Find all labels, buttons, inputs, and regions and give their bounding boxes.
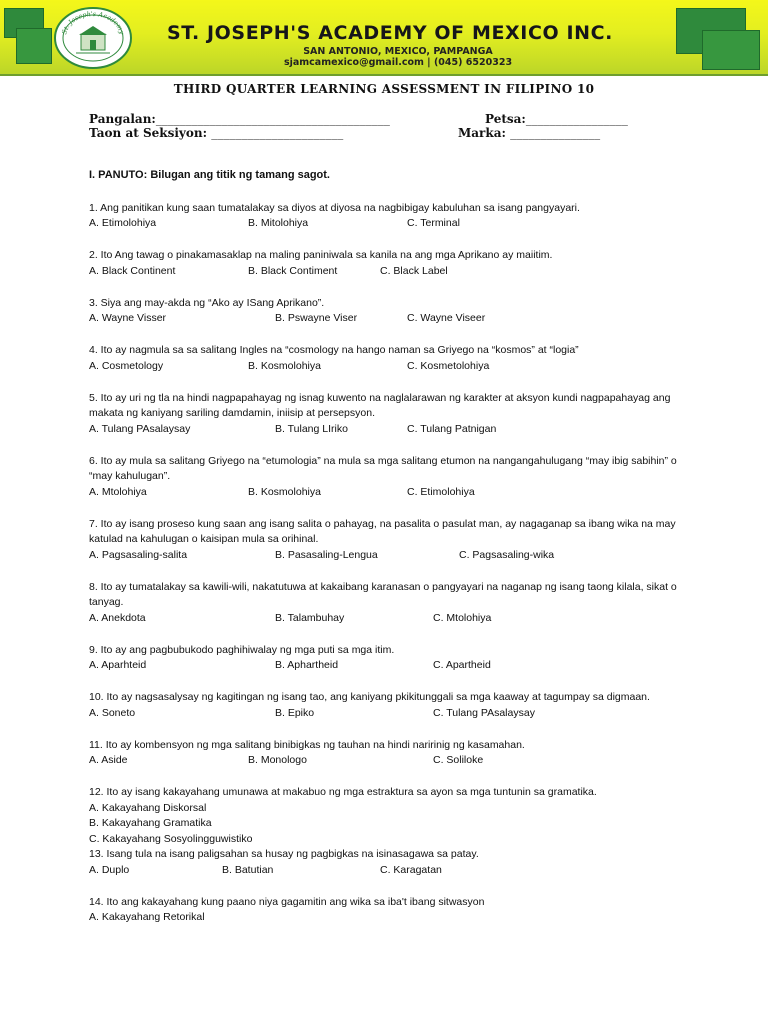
date-field[interactable] bbox=[485, 112, 628, 126]
question-item bbox=[89, 785, 689, 847]
choice-c[interactable]: C. Soliloke bbox=[433, 754, 484, 766]
school-seal-logo-icon bbox=[54, 7, 132, 69]
date-label: Petsa: bbox=[485, 112, 526, 126]
choice-c[interactable]: C. Apartheid bbox=[433, 659, 491, 671]
school-contact: sjamcamexico@gmail.com | (045) 6520323 bbox=[283, 57, 513, 68]
choice-a[interactable]: A. Aparhteid bbox=[89, 659, 147, 671]
score-blank[interactable]: _______________ bbox=[510, 126, 601, 140]
choice-b[interactable]: B. Pswayne Viser bbox=[275, 312, 358, 324]
choice-c[interactable]: C. Terminal bbox=[407, 217, 460, 229]
question-item bbox=[89, 895, 689, 926]
question-text: 5. Ito ay uri ng tla na hindi nagpapahayag ng isnag kuwento na naglalarawan ng karakter at aksyon kundi nagpapahayag ang makata ng kaniyang sariling damdamin, iniisip at persepsyon. bbox=[89, 391, 671, 419]
decorative-green-square bbox=[16, 28, 52, 64]
choice-a[interactable]: A. Wayne Visser bbox=[89, 312, 167, 324]
choice-c[interactable]: C. Kosmetolohiya bbox=[407, 359, 490, 372]
question-text: 10. Ito ay nagsasalysay ng kagitingan ng isang tao, ang kaniyang pkikitunggali sa mga kaaway at tagumpay sa digmaan. bbox=[89, 691, 650, 703]
choice-b[interactable]: B. Kosmolohiya bbox=[248, 359, 321, 372]
choice-b[interactable]: B. Epiko bbox=[275, 706, 315, 719]
choice-b[interactable]: B. Talambuhay bbox=[275, 611, 345, 624]
choice-a[interactable]: A. Black Continent bbox=[89, 264, 176, 277]
question-item bbox=[89, 201, 689, 233]
choice-c[interactable]: C. Etimolohiya bbox=[407, 485, 475, 498]
instructions: I. PANUTO: Bilugan ang titik ng tamang sagot. bbox=[89, 169, 330, 181]
question-text: 13. Isang tula na isang paligsahan sa husay ng pagbigkas na isinasagawa sa patay. bbox=[89, 848, 479, 860]
date-blank[interactable]: _________________ bbox=[525, 112, 628, 126]
choice-b[interactable]: B. Kakayahang Gramatika bbox=[89, 817, 212, 829]
section-field[interactable] bbox=[89, 126, 343, 140]
question-item bbox=[89, 738, 689, 770]
choice-b[interactable]: B. Batutian bbox=[222, 863, 274, 876]
choice-c[interactable]: C. Tulang PAsalaysay bbox=[433, 706, 535, 719]
question-item bbox=[89, 690, 689, 722]
choice-a[interactable]: A. Tulang PAsalaysay bbox=[89, 422, 191, 435]
question-text: 12. Ito ay isang kakayahang umunawa at makabuo ng mga estraktura sa ayon sa mga tuntunin sa gramatika. bbox=[89, 786, 597, 798]
name-label: Pangalan: bbox=[89, 112, 156, 126]
choice-a[interactable]: A. Pagsasaling-salita bbox=[89, 548, 188, 561]
question-item bbox=[89, 296, 689, 328]
choice-b[interactable]: B. Aphartheid bbox=[275, 659, 339, 671]
name-blank[interactable]: _______________________________________ bbox=[155, 112, 390, 126]
question-text: 4. Ito ay nagmula sa sa salitang Ingles na “cosmology na hango naman sa Griyego na “kosmos” at “logia” bbox=[89, 344, 579, 356]
question-item bbox=[89, 517, 689, 564]
choice-b[interactable]: B. Black Contiment bbox=[248, 264, 338, 277]
choice-c[interactable]: C. Mtolohiya bbox=[433, 611, 492, 624]
choice-a[interactable]: A. Soneto bbox=[89, 706, 136, 719]
question-text: 2. Ito Ang tawag o pinakamasaklap na maling paniniwala sa kanila na ang mga Aprikano ay maiitim. bbox=[89, 249, 553, 261]
choice-a[interactable]: A. Cosmetology bbox=[89, 359, 164, 372]
choice-b[interactable]: B. Monologo bbox=[248, 754, 307, 766]
choice-b[interactable]: B. Mitolohiya bbox=[248, 217, 309, 229]
decorative-green-square bbox=[702, 30, 760, 70]
choice-c[interactable]: C. Kakayahang Sosyolingguwistiko bbox=[89, 832, 253, 845]
question-item bbox=[89, 391, 689, 438]
question-item bbox=[89, 454, 689, 501]
school-header-banner bbox=[0, 0, 768, 76]
question-item bbox=[89, 580, 689, 627]
choice-c[interactable]: C. Wayne Viseer bbox=[407, 312, 486, 324]
score-field[interactable] bbox=[458, 126, 600, 140]
choice-c[interactable]: C. Tulang Patnigan bbox=[407, 422, 497, 435]
name-field[interactable] bbox=[89, 112, 390, 126]
choice-a[interactable]: A. Aside bbox=[89, 754, 128, 766]
questions-section bbox=[89, 168, 689, 942]
choice-a[interactable]: A. Duplo bbox=[89, 863, 130, 876]
choice-a[interactable]: A. Anekdota bbox=[89, 611, 146, 624]
question-item bbox=[89, 643, 689, 675]
score-label: Marka: bbox=[458, 126, 506, 140]
choice-c[interactable]: C. Black Label bbox=[380, 264, 448, 277]
choice-b[interactable]: B. Tulang LIriko bbox=[275, 422, 348, 435]
section-blank[interactable]: ______________________ bbox=[211, 126, 344, 140]
choice-c[interactable]: C. Karagatan bbox=[380, 863, 442, 876]
question-text: 14. Ito ang kakayahang kung paano niya gagamitin ang wika sa iba't ibang sitwasyon bbox=[89, 895, 485, 908]
school-address: SAN ANTONIO, MEXICO, PAMPANGA bbox=[303, 46, 493, 57]
question-text: 1. Ang panitikan kung saan tumatalakay sa diyos at diyosa na nagbibigay kabuluhan sa isang pangyayari. bbox=[89, 201, 580, 214]
question-item bbox=[89, 248, 689, 280]
question-item bbox=[89, 847, 689, 879]
question-text: 11. Ito ay kombensyon ng mga salitang binibigkas ng tauhan na hindi naririnig ng kasamahan. bbox=[89, 738, 525, 751]
choice-a[interactable]: A. Kakayahang Diskorsal bbox=[89, 801, 207, 814]
question-text: 7. Ito ay isang proseso kung saan ang isang salita o pahayag, na pasalita o pasulat man, ay nagaganap sa ibang wika na may katulad na kahulugan o kaisipan mula sa orihinal. bbox=[89, 517, 676, 545]
choice-a[interactable]: A. Kakayahang Retorikal bbox=[89, 911, 205, 923]
choice-b[interactable]: B. Pasasaling-Lengua bbox=[275, 548, 378, 561]
question-text: 8. Ito ay tumatalakay sa kawili-wili, nakatutuwa at kakaibang karanasan o pangyayari na naganap ng isang taong kilala, sikat o tanyag. bbox=[89, 580, 677, 608]
school-name: ST. JOSEPH'S ACADEMY OF MEXICO INC. bbox=[167, 22, 613, 44]
question-text: 6. Ito ay mula sa salitang Griyego na “etumologia” na mula sa mga salitang etumon na nangangahulugang “may ibig sabihin” o “may kahulugan”. bbox=[89, 454, 677, 482]
logo-text: St. Joseph's Academy bbox=[60, 9, 126, 36]
question-item bbox=[89, 343, 689, 375]
choice-a[interactable]: A. Mtolohiya bbox=[89, 485, 147, 498]
section-label: Taon at Seksiyon: bbox=[89, 126, 208, 140]
choice-a[interactable]: A. Etimolohiya bbox=[89, 217, 157, 229]
question-text: 3. Siya ang may-akda ng “Ako ay ISang Aprikano”. bbox=[89, 296, 325, 309]
choice-c[interactable]: C. Pagsasaling-wika bbox=[459, 548, 555, 561]
question-text: 9. Ito ay ang pagbubukodo paghihiwalay ng mga puti sa mga itim. bbox=[89, 643, 395, 656]
choice-b[interactable]: B. Kosmolohiya bbox=[248, 485, 321, 498]
assessment-title: THIRD QUARTER LEARNING ASSESSMENT IN FILIPINO 10 bbox=[173, 82, 595, 96]
